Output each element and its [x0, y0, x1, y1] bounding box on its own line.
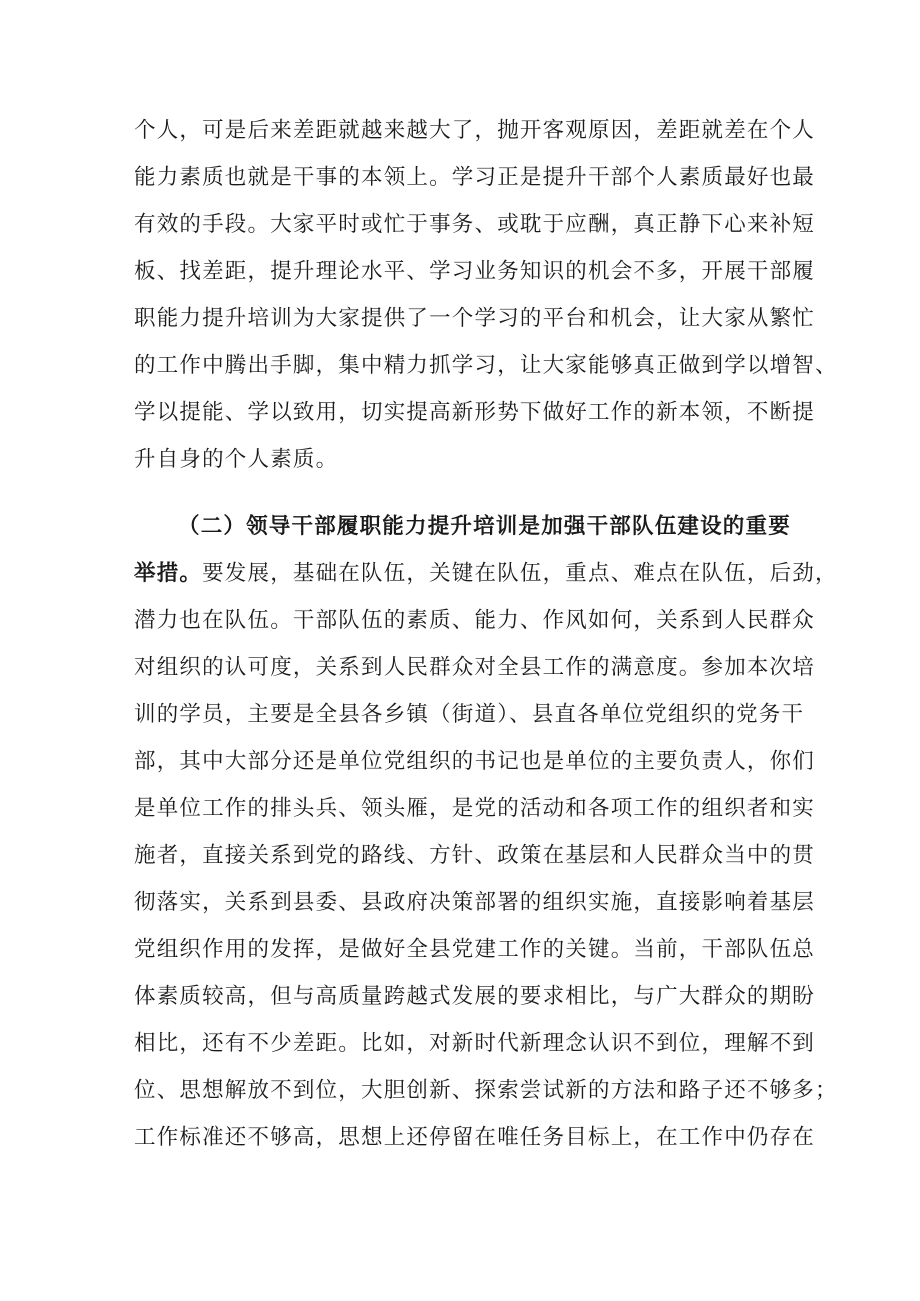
text-line: 党组织作用的发挥，是做好全县党建工作的关键。当前，干部队伍总 [134, 937, 816, 962]
text-line: 板、找差距，提升理论水平、学习业务知识的机会不多，开展干部履 [134, 259, 816, 284]
text-line: 训的学员，主要是全县各乡镇（街道）、县直各单位党组织的党务干 [134, 702, 805, 727]
section-heading: （二）领导干部履职能力提升培训是加强干部队伍建设的重要 [178, 514, 791, 539]
text-line: 升自身的个人素质。 [134, 447, 339, 472]
text-line: 职能力提升培训为大家提供了一个学习的平台和机会，让大家从繁忙 [134, 306, 816, 331]
text-line: 的工作中腾出手脚，集中精力抓学习，让大家能够真正做到学以增智、 [134, 353, 838, 378]
paragraph-1 [134, 107, 838, 483]
text-line: 对组织的认可度，关系到人民群众对全县工作的满意度。参加本次培 [134, 655, 816, 680]
text-line-rest: 要发展，基础在队伍，关键在队伍，重点、难点在队伍，后劲， [202, 561, 838, 586]
text-line: 是单位工作的排头兵、领头雁，是党的活动和各项工作的组织者和实 [134, 796, 816, 821]
text-line: 彻落实，关系到县委、县政府决策部署的组织实施，直接影响着基层 [134, 890, 816, 915]
text-line: 个人，可是后来差距就越来越大了，抛开客观原因，差距就差在个人 [134, 118, 816, 143]
text-line: 部，其中大部分还是单位党组织的书记也是单位的主要负责人，你们 [134, 749, 816, 774]
text-line: 体素质较高，但与高质量跨越式发展的要求相比，与广大群众的期盼 [134, 984, 816, 1009]
text-line: 有效的手段。大家平时或忙于事务、或耽于应酬，真正静下心来补短 [134, 212, 816, 237]
section-heading-end: 举措。 [134, 561, 203, 586]
text-line: 工作标准还不够高，思想上还停留在唯任务目标上，在工作中仍存在 [134, 1125, 816, 1150]
text-line: 学以提能、学以致用，切实提高新形势下做好工作的新本领，不断提 [134, 400, 816, 425]
text-line: 潜力也在队伍。干部队伍的素质、能力、作风如何，关系到人民群众 [134, 608, 816, 633]
text-line: 能力素质也就是干事的本领上。学习正是提升干部个人素质最好也最 [134, 165, 816, 190]
paragraph-2 [134, 503, 838, 1161]
text-line: 施者，直接关系到党的路线、方针、政策在基层和人民群众当中的贯 [134, 843, 816, 868]
text-line: 相比，还有不少差距。比如，对新时代新理念认识不到位，理解不到 [134, 1031, 816, 1056]
text-line [134, 550, 838, 597]
text-line: 位、思想解放不到位，大胆创新、探索尝试新的方法和路子还不够多； [134, 1078, 838, 1103]
